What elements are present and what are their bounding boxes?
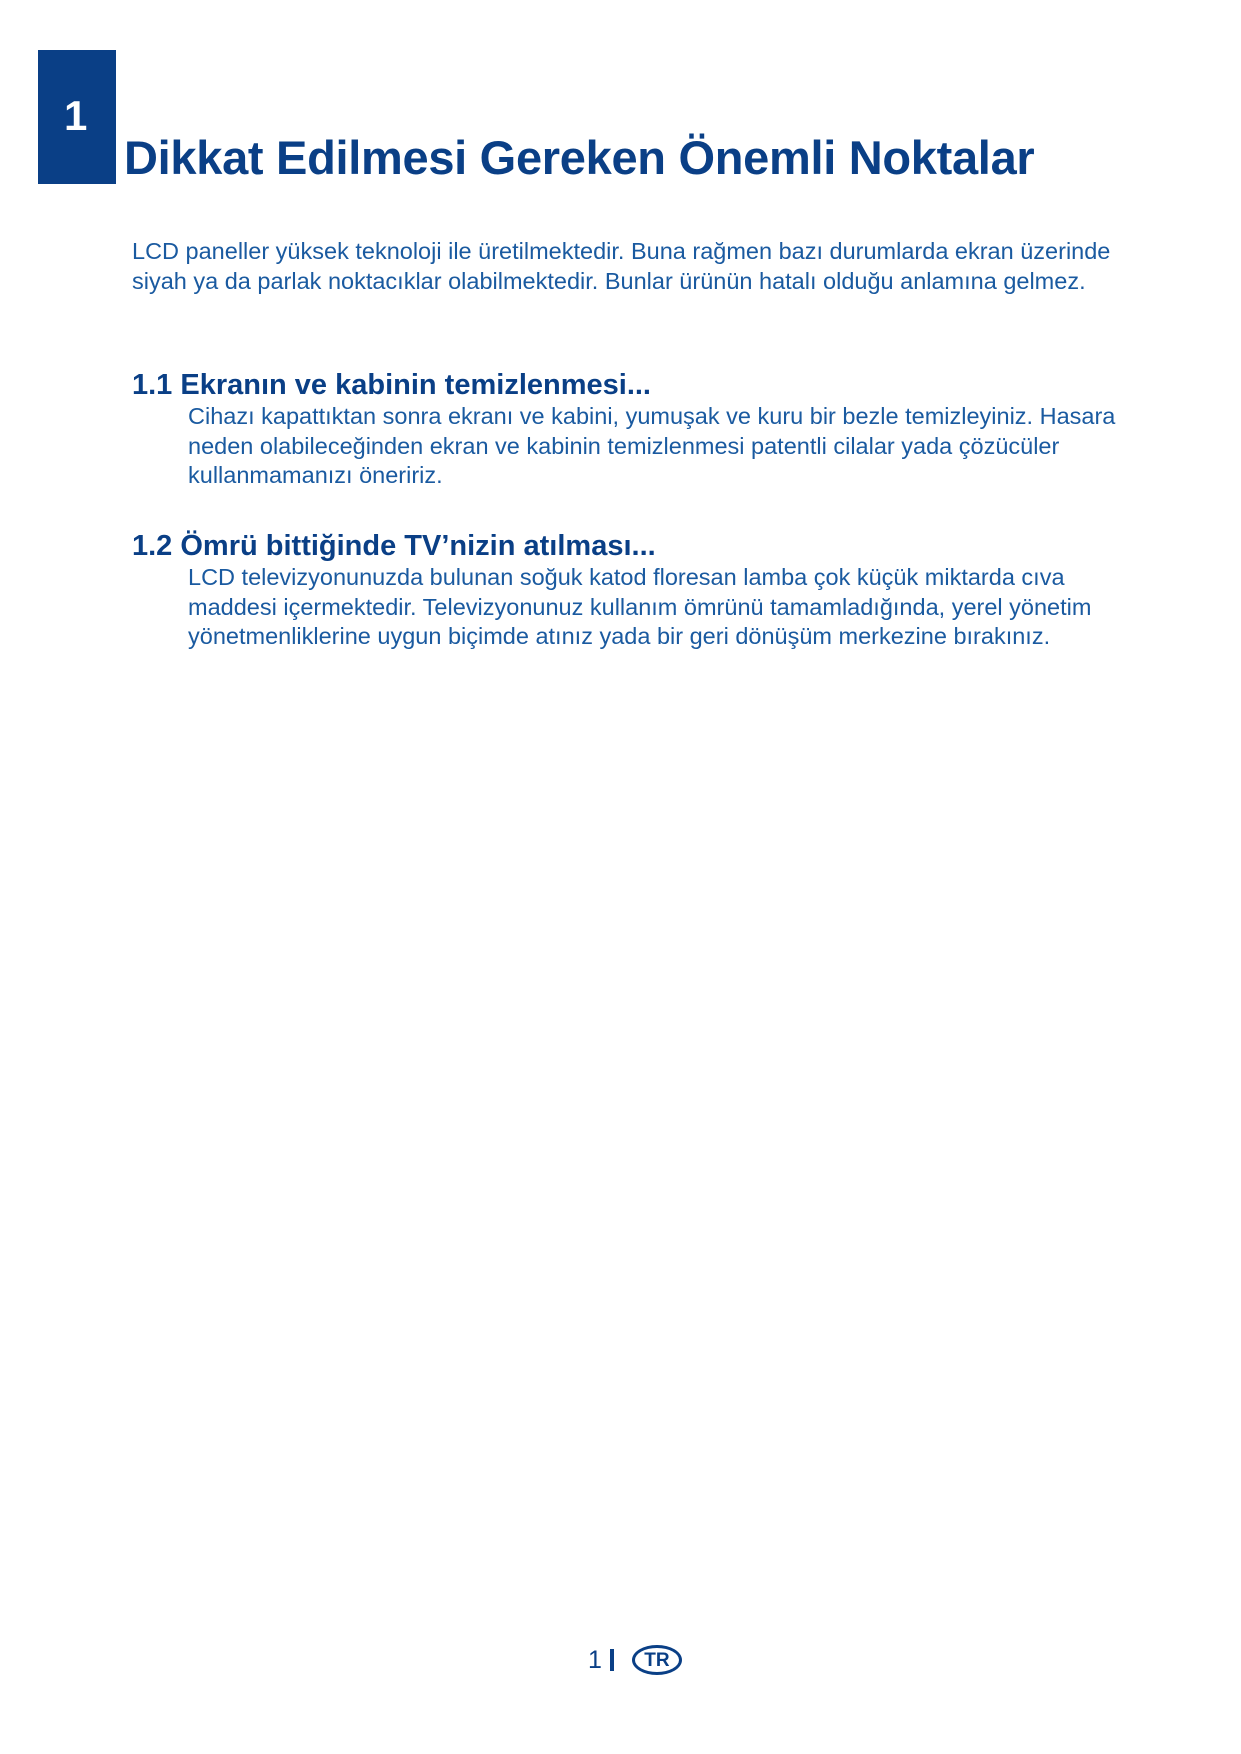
section-heading-cleaning: 1.1 Ekranın ve kabinin temizlenmesi...	[132, 369, 651, 401]
section-heading-disposal: 1.2 Ömrü bittiğinde TV’nizin atılması...	[132, 530, 656, 562]
page-title: Dikkat Edilmesi Gereken Önemli Noktalar	[124, 131, 1035, 184]
chapter-number: 1	[64, 92, 88, 139]
section-body-cleaning: Cihazı kapattıktan sonra ekranı ve kabini, yumuşak ve kuru bir bezle temizleyiniz. Hasara neden olabileceğinden ekran ve kabinin temizlenmesi patentli cilalar yada çözücüler kullanmamanızı öneririz.	[188, 403, 1116, 488]
section-body-disposal: LCD televizyonunuzda bulunan soğuk katod floresan lamba çok küçük miktarda cıva maddesi içermektedir. Televizyonunuz kullanım ömrünü tamamladığında, yerel yönetim yönetmenliklerine uygun biçimde atınız yada bir geri dönüşüm merkezine bırakınız.	[188, 564, 1092, 649]
page-number: 1	[588, 1645, 602, 1674]
intro-paragraph: LCD paneller yüksek teknoloji ile üretilmektedir. Buna rağmen bazı durumlarda ekran üzerinde siyah ya da parlak noktacıklar olabilmektedir. Bunlar ürünün hatalı olduğu anlamına gelmez.	[132, 238, 1111, 294]
page-footer	[588, 1640, 682, 1680]
page-number-separator	[610, 1649, 614, 1671]
language-badge: TR	[632, 1645, 682, 1675]
